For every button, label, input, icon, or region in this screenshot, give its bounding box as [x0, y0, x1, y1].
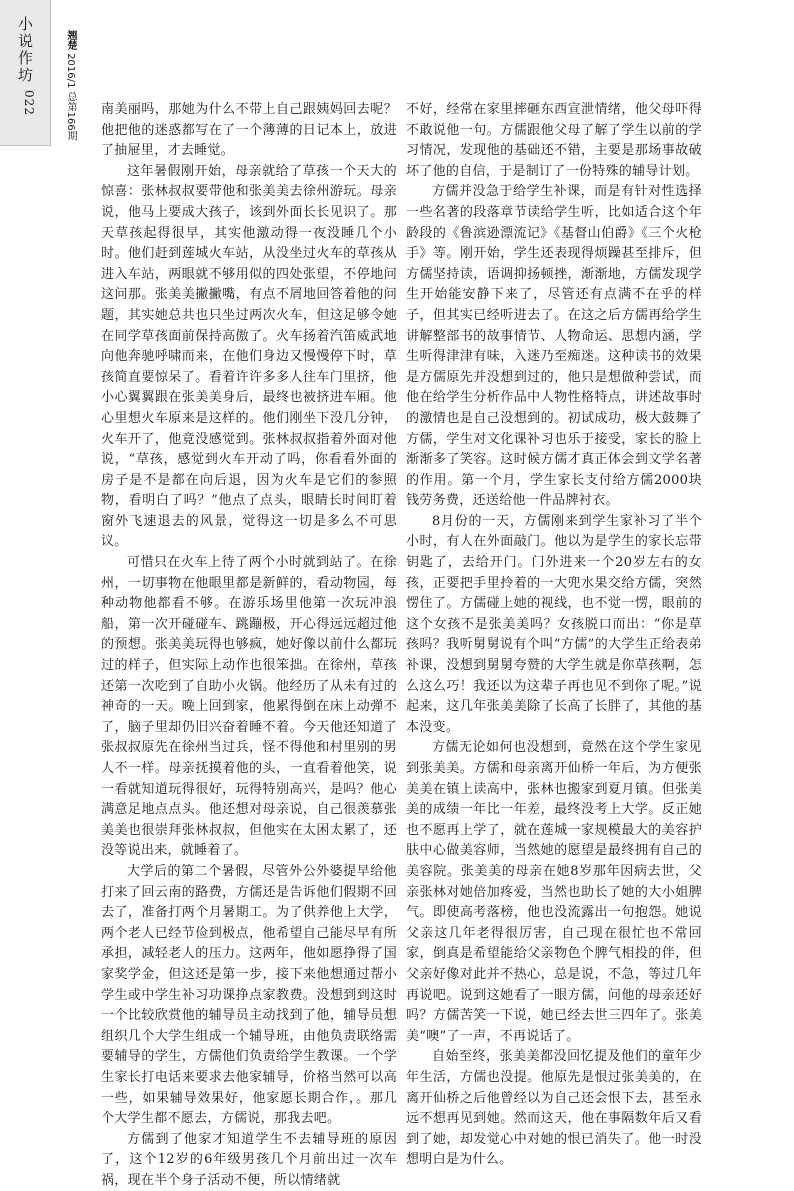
section-title: 小说作坊: [16, 16, 34, 84]
issue-total: 总第166期: [65, 91, 76, 141]
paragraph: 南美丽吗，那她为什么不带上自己跟姨妈回去呢？他把他的迷惑都写在了一个薄薄的日记本上，放进了抽屉里，才去睡觉。: [101, 102, 397, 159]
journal-name: 翘楚: [65, 30, 76, 50]
page-number: 022: [22, 90, 36, 116]
paragraph: 不好，经常在家里摔砸东西宣泄情绪，他父母吓得不敢说他一句。方儒跟他父母了解了学生以前的学习情况，发现他的基础还不错，主要是那场事故破坏了他的自信，于是制订了一份特殊的辅导计划。: [406, 102, 702, 179]
right-column: [406, 100, 702, 1171]
paragraph: 自始至终，张美美都没回忆提及他们的童年少年生活，方儒也没提。他原先是恨过张美美的，在离开仙桥之后他曾经以为自己还会恨下去，甚至永远不想再见到她。然而这天，他在事隔数年后又看到了她，却发觉心中对她的恨已消失了。他一时没想明白是为什么。: [406, 1049, 702, 1168]
issue-info: [60, 30, 78, 141]
left-column: [101, 100, 397, 1191]
paragraph: 8月份的一天，方儒刚来到学生家补习了半个小时，有人在外面敲门。他以为是学生的家长忘带钥匙了，去给开门。门外进来一个20岁左右的女孩，正要把手里拎着的一大兜水果交给方儒，突然愣住了。方儒碰上她的视线，也不觉一愣，眼前的这个女孩不是张美美吗？女孩脱口而出：“你是草孩吗？我听舅舅说有个叫“方儒”的大学生正给表弟补课，没想到舅舅夸赞的大学生就是你草孩啊，怎么这么巧！我还以为这辈子再也见不到你了呢。”说起来，这几年张美美除了长高了长胖了，其他的基本没变。: [406, 513, 702, 735]
paragraph: 可惜只在火车上待了两个小时就到站了。在徐州，一切事物在他眼里都是新鲜的，看动物园，每种动物他都看不够。在游乐场里他第一次玩冲浪船，第一次开碰碰车、跳蹦极，开心得远远超过他的预想。张美美玩得也够疯，她好像以前什么都玩过的样子，但实际上动作也很笨拙。在徐州，草孩还第一次吃到了自助小火锅。他经历了从未有过的神奇的一天。晚上回到家，他累得倒在床上动弹不了，脑子里却仍旧兴奋着睡不着。今天他还知道了张叔叔原先在徐州当过兵，怪不得他和村里别的男人不一样。母亲抚摸着他的头，一直看着他笑，说一看就知道玩得很好，玩得特别高兴，是吗？他心满意足地点点头。他还想对母亲说，自己很羡慕张美美也很崇拜张林叔叔，但他实在太困太累了，还没等说出来，就睡着了。: [101, 555, 397, 859]
paragraph: 方儒到了他家才知道学生不去辅导班的原因了，这个12岁的6年级男孩几个月前出过一次车祸，现在半个身子活动不便，所以情绪就: [101, 1131, 397, 1188]
paragraph: 方儒无论如何也没想到，竟然在这个学生家见到张美美。方儒和母亲离开仙桥一年后，为方便张美美在镇上读高中，张林也搬家到夏月镇。但张美美的成绩一年比一年差，最终没考上大学。反正她也不愿再上学了，就在莲城一家规模最大的美容护肤中心做美容师，当然她的愿望是最终拥有自己的美容院。张美美的母亲在她8岁那年因病去世，父亲张林对她倍加疼爱，当然也助长了她的大小姐脾气。即使高考落榜，他也没流露出一句抱怨。她说父亲这几年老得很厉害，自己现在很忙也不常回家，倒真是希望能给父亲物色个脾气相投的伴，但父亲好像对此并不热心，总是说，不急，等过几年再说吧。说到这她看了一眼方儒，问他的母亲还好吗？方儒苦笑一下说，她已经去世三四年了。张美美“噢”了一声，不再说话了。: [406, 740, 702, 1044]
paragraph: 这年暑假刚开始，母亲就给了草孩一个天大的惊喜：张林叔叔要带他和张美美去徐州游玩。母亲说，他马上要成大孩子，该到外面长长见识了。那天草孩起得很早，其实他激动得一夜没睡几个小时。他们赶到莲城火车站，从没坐过火车的草孩从进入车站，两眼就不够用似的四处张望，不停地问这问那。张美美撇撇嘴，有点不屑地回答着他的问题，其实她总共也只坐过两次火车，但这足够令她在同学草孩面前保持高傲了。火车扬着汽笛威武地向他奔驰呼啸而来，在他们身边又慢慢停下时，草孩简直要惊呆了。看着许许多多人往车门里挤，他小心翼翼跟在张美美身后，最终也被挤进车厢。他心里想火车原来是这样的。他们刚坐下没几分钟，火车开了，他竟没感觉到。张林叔叔指着外面对他说，“草孩，感觉到火车开动了吗，你看看外面的房子是不是都在向后退，因为火车是它们的参照物，看明白了吗？”他点了点头，眼睛长时间盯着窗外飞速退去的风景，觉得这一切是多么不可思议。: [101, 163, 397, 550]
section-sidebar: [0, 0, 51, 146]
paragraph: 方儒并没急于给学生补课，而是有针对性选择一些名著的段落章节读给学生听，比如适合这个年龄段的《鲁滨逊漂流记》《基督山伯爵》《三个火枪手》等。刚开始，学生还表现得烦躁甚至排斥，但方儒坚持读，语调抑扬顿挫，渐渐地，方儒发现学生开始能安静下来了，尽管还有点满不在乎的样子，但其实已经听进去了。在这之后方儒再给学生讲解整部书的故事情节、人物命运、思想内涵，学生听得津津有味，入迷乃至痴迷。这种读书的效果是方儒原先并没想到过的，他只是想做种尝试，而他在给学生分析作品中人物性格特点，讲述故事时的激情也是自己没想到的。初试成功，极大鼓舞了方儒，学生对文化课补习也乐于接受，家长的脸上渐渐多了笑容。这时候方儒才真正体会到文学名著的作用。第一个月，学生家长支付给方儒2000块钱劳务费，还送给他一件品牌衬衣。: [406, 184, 702, 509]
paragraph: 大学后的第二个暑假，尽管外公外婆提早给他打来了回云南的路费，方儒还是告诉他们假期不回去了，准备打两个月暑期工。为了供养他上大学，两个老人已经节俭到极点，他希望自己能尽早有所承担，减轻老人的压力。这两年，他如愿挣得了国家奖学金，但这还是第一步，接下来他想通过帮小学生或中学生补习功课挣点家教费。没想到到这时一个比较欣赏他的辅导员主动找到了他，辅导员想组织几个大学生组成一个辅导班，由他负责联络需要辅导的学生，方儒他们负责给学生教课。一个学生家长打电话来要求去他家辅导，价格当然可以高一些，如果辅导效果好，他家愿长期合作，。那几个大学生都不愿去，方儒说，那我去吧。: [101, 863, 397, 1127]
issue-year: 2016/1: [65, 53, 76, 89]
